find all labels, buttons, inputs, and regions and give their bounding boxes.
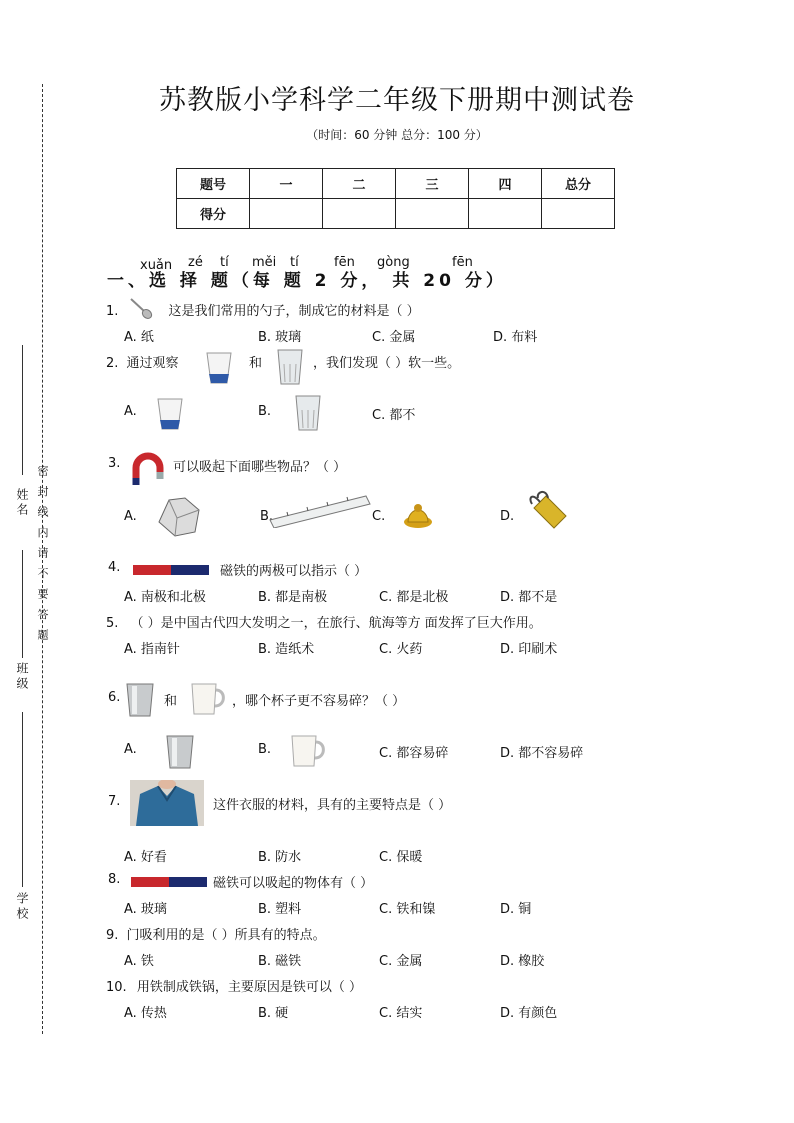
option[interactable]: A. 南极和北极	[124, 590, 206, 605]
binder-clip-icon	[526, 490, 570, 534]
option[interactable]: A. 纸	[124, 330, 154, 345]
score-header-cell: 总分	[542, 169, 615, 199]
question-10	[106, 976, 362, 995]
spoon-icon	[128, 296, 154, 320]
question-9	[106, 924, 326, 943]
pinyin: zé	[188, 255, 203, 270]
option[interactable]: A. 玻璃	[124, 902, 167, 917]
option[interactable]: B. 防水	[258, 850, 302, 865]
question-number: 5.	[106, 616, 119, 631]
question-text: 和	[249, 356, 263, 371]
score-header-cell: 一	[250, 169, 323, 199]
glass-cup-icon	[294, 394, 322, 432]
question-text: 和	[164, 694, 178, 709]
option[interactable]: C. 保暖	[379, 850, 423, 865]
school-blank-line	[22, 712, 23, 887]
question-number: 3.	[108, 456, 121, 471]
option[interactable]: A. 好看	[124, 850, 167, 865]
option[interactable]: C. 火药	[379, 642, 423, 657]
option[interactable]: B.	[260, 509, 274, 524]
section-heading: 一、选 择 题（每 题 2 分， 共 20 分）	[107, 271, 507, 291]
question-text: 磁铁的两极可以指示（ ）	[220, 564, 368, 579]
page-title: 苏教版小学科学二年级下册期中测试卷	[159, 85, 635, 116]
option[interactable]: D. 都不容易碎	[500, 746, 584, 761]
question-text: 门吸利用的是（ ）所具有的特点。	[126, 928, 326, 943]
score-input-cell[interactable]	[469, 199, 542, 229]
option[interactable]: D. 布料	[493, 330, 538, 345]
question-number: 4.	[108, 560, 121, 575]
ceramic-mug-icon	[188, 680, 228, 718]
option[interactable]: C. 都容易碎	[379, 746, 449, 761]
option[interactable]: C. 都是北极	[379, 590, 449, 605]
option[interactable]: D. 铜	[500, 902, 532, 917]
question-5	[106, 612, 542, 631]
name-label: 姓名	[15, 488, 29, 518]
option[interactable]: B. 硬	[258, 1006, 289, 1021]
bar-magnet-icon	[133, 564, 209, 576]
option[interactable]: C. 金属	[372, 330, 416, 345]
question-text: （ ）是中国古代四大发明之一，在旅行、航海等方 面发挥了巨大作用。	[130, 616, 542, 631]
option[interactable]: B. 都是南极	[258, 590, 328, 605]
option[interactable]: C. 结实	[379, 1006, 423, 1021]
score-input-cell[interactable]	[542, 199, 615, 229]
sealing-warning: 密 封 线 内 请 不 要 答 题	[36, 465, 49, 643]
question-text: 可以吸起下面哪些物品？（ ）	[173, 460, 347, 475]
pinyin: gòng	[377, 255, 410, 270]
option[interactable]: A. 指南针	[124, 642, 180, 657]
score-row-label: 得分	[177, 199, 250, 229]
option[interactable]: D.	[500, 509, 515, 524]
horseshoe-magnet-icon	[130, 452, 166, 488]
question-number: 8.	[108, 872, 121, 887]
question-text: 通过观察	[126, 356, 179, 371]
option[interactable]: B.	[258, 742, 272, 757]
score-header-cell: 题号	[177, 169, 250, 199]
pinyin: fēn	[334, 255, 355, 270]
question-text: 用铁制成铁锅，主要原因是铁可以（ ）	[136, 980, 362, 995]
question-number: 7.	[108, 794, 121, 809]
exam-info: （时间：60 分钟 总分：100 分）	[306, 128, 488, 142]
paper-cup-icon	[156, 396, 184, 432]
pinyin: tí	[220, 255, 229, 270]
bar-magnet-icon	[131, 876, 207, 888]
question-text: 这件衣服的材料，具有的主要特点是（ ）	[213, 798, 452, 813]
question-number: 10.	[106, 980, 127, 995]
steel-cup-icon	[164, 734, 196, 770]
score-header-cell: 二	[323, 169, 396, 199]
pinyin: xuǎn	[140, 258, 173, 273]
bell-icon	[400, 498, 436, 532]
option[interactable]: A. 传热	[124, 1006, 167, 1021]
pinyin: fēn	[452, 255, 473, 270]
option[interactable]: D. 都不是	[500, 590, 558, 605]
steel-cup-icon	[124, 682, 156, 718]
paper-cup-icon	[205, 350, 233, 386]
score-header-cell: 四	[469, 169, 542, 199]
question-text: 这是我们常用的勺子，制成它的材料是（ ）	[168, 304, 420, 319]
option[interactable]: C. 铁和镍	[379, 902, 436, 917]
school-label: 学校	[15, 892, 29, 922]
question-text: 磁铁可以吸起的物体有（ ）	[213, 876, 374, 891]
option[interactable]: C. 都不	[372, 408, 416, 423]
option[interactable]: B. 塑料	[258, 902, 302, 917]
option[interactable]: D. 印刷术	[500, 642, 558, 657]
question-number: 1.	[106, 304, 119, 319]
option[interactable]: D. 橡胶	[500, 954, 545, 969]
name-blank-line	[22, 345, 23, 475]
option[interactable]: B.	[258, 404, 272, 419]
ruler-icon	[268, 492, 372, 528]
option[interactable]: D. 有颜色	[500, 1006, 558, 1021]
option[interactable]: A.	[124, 742, 137, 757]
option[interactable]: C. 金属	[379, 954, 423, 969]
option[interactable]: B. 磁铁	[258, 954, 302, 969]
ceramic-mug-icon	[288, 732, 328, 770]
question-number: 6.	[108, 690, 121, 705]
pinyin: tí	[290, 255, 299, 270]
option[interactable]: B. 玻璃	[258, 330, 302, 345]
option[interactable]: B. 造纸术	[258, 642, 315, 657]
score-input-cell[interactable]	[250, 199, 323, 229]
sweater-icon	[130, 780, 204, 826]
score-table	[176, 168, 615, 229]
foil-icon	[155, 494, 203, 540]
option[interactable]: C.	[372, 509, 386, 524]
option[interactable]: A.	[124, 404, 137, 419]
pinyin: měi	[252, 255, 277, 270]
question-2	[106, 352, 179, 371]
score-header-cell: 三	[396, 169, 469, 199]
class-blank-line	[22, 550, 23, 658]
score-input-cell[interactable]	[396, 199, 469, 229]
question-number: 2.	[106, 356, 119, 371]
question-text: ，哪个杯子更不容易碎？（ ）	[232, 694, 406, 709]
question-text: ，我们发现（ ）软一些。	[313, 356, 461, 371]
score-input-cell[interactable]	[323, 199, 396, 229]
option[interactable]: A.	[124, 509, 137, 524]
question-number: 9.	[106, 928, 119, 943]
glass-cup-icon	[276, 348, 304, 386]
class-label: 班级	[15, 662, 29, 692]
option[interactable]: A. 铁	[124, 954, 154, 969]
